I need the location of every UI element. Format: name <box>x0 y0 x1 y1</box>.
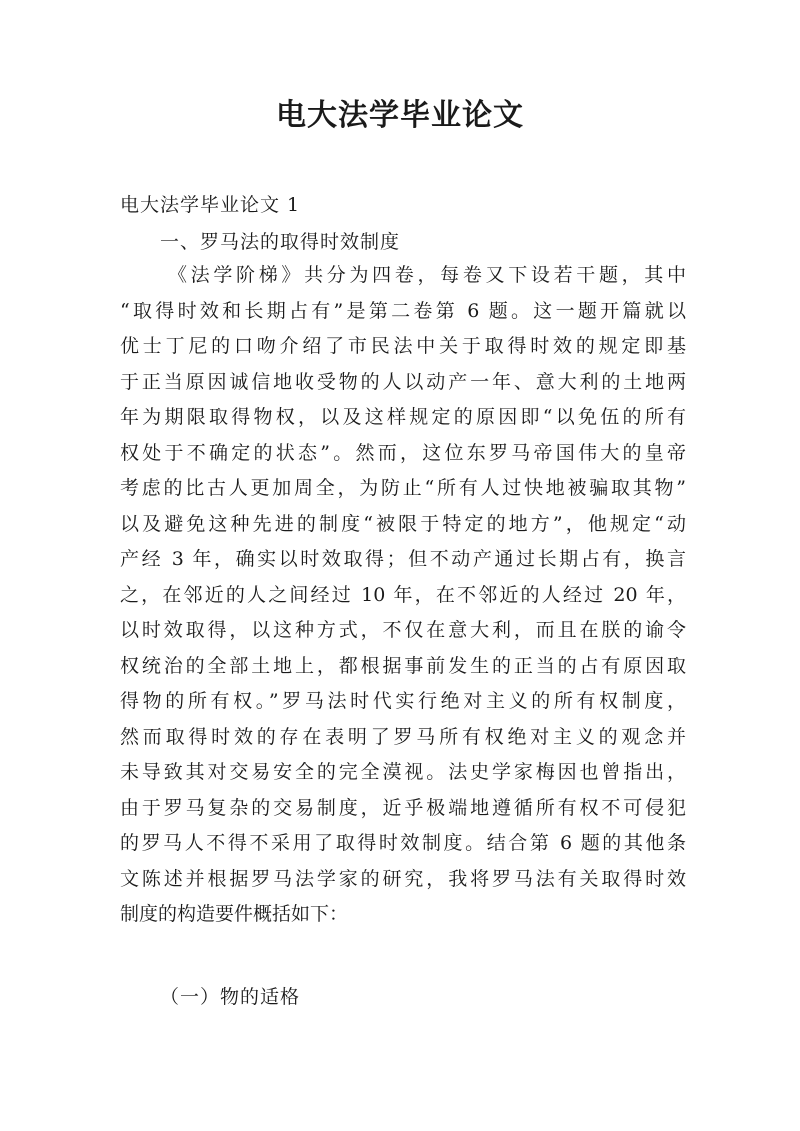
paragraph-line: 于正当原因诚信地收受物的人以动产一年、意大利的土地两 <box>120 370 686 393</box>
paragraph-line: 的罗马人不得不采用了取得时效制度。结合第 6 题的其他条 <box>120 832 686 854</box>
paragraph-line: 得物的所有权。”罗马法时代实行绝对主义的所有权制度， <box>120 690 686 712</box>
body-paragraph <box>120 258 686 933</box>
paragraph-line: 优士丁尼的口吻介绍了市民法中关于取得时效的规定即基 <box>120 335 686 357</box>
paragraph-line: 产经 3 年，确实以时效取得；但不动产通过长期占有，换言 <box>120 548 686 570</box>
paragraph-line: 制度的构造要件概括如下： <box>120 903 349 925</box>
paragraph-line: 由于罗马复杂的交易制度，近乎极端地遵循所有权不可侵犯 <box>120 796 686 819</box>
paragraph-line: 《法学阶梯》共分为四卷，每卷又下设若干题，其中 <box>168 264 686 286</box>
document-title: 电大法学毕业论文 <box>276 98 524 133</box>
paragraph-line: 未导致其对交易安全的完全漠视。法史学家梅因也曾指出， <box>120 761 686 783</box>
document-subtitle: 电大法学毕业论文 1 <box>120 194 301 216</box>
paragraph-line: 权处于不确定的状态”。然而，这位东罗马帝国伟大的皇帝 <box>120 441 686 464</box>
paragraph-line: 之，在邻近的人之间经过 10 年，在不邻近的人经过 20 年， <box>120 583 686 606</box>
paragraph-line: 以时效取得，以这种方式，不仅在意大利，而且在朕的谕令 <box>120 619 686 641</box>
sub-heading: （一）物的适格 <box>160 986 301 1008</box>
paragraph-line: 年为期限取得物权，以及这样规定的原因即“以免伍的所有 <box>120 406 686 428</box>
section-heading: 一、罗马法的取得时效制度 <box>160 231 401 253</box>
paragraph-line: 然而取得时效的存在表明了罗马所有权绝对主义的观念并 <box>120 725 686 748</box>
paragraph-line: 以及避免这种先进的制度“被限于特定的地方”，他规定“动 <box>120 512 686 535</box>
paragraph-line: 权统治的全部土地上，都根据事前发生的正当的占有原因取 <box>120 654 686 677</box>
paragraph-line: 考虑的比古人更加周全，为防止“所有人过快地被骗取其物” <box>120 477 686 499</box>
paragraph-line: “取得时效和长期占有”是第二卷第 6 题。这一题开篇就以 <box>120 299 686 322</box>
paragraph-line: 文陈述并根据罗马法学家的研究，我将罗马法有关取得时效 <box>120 867 686 890</box>
